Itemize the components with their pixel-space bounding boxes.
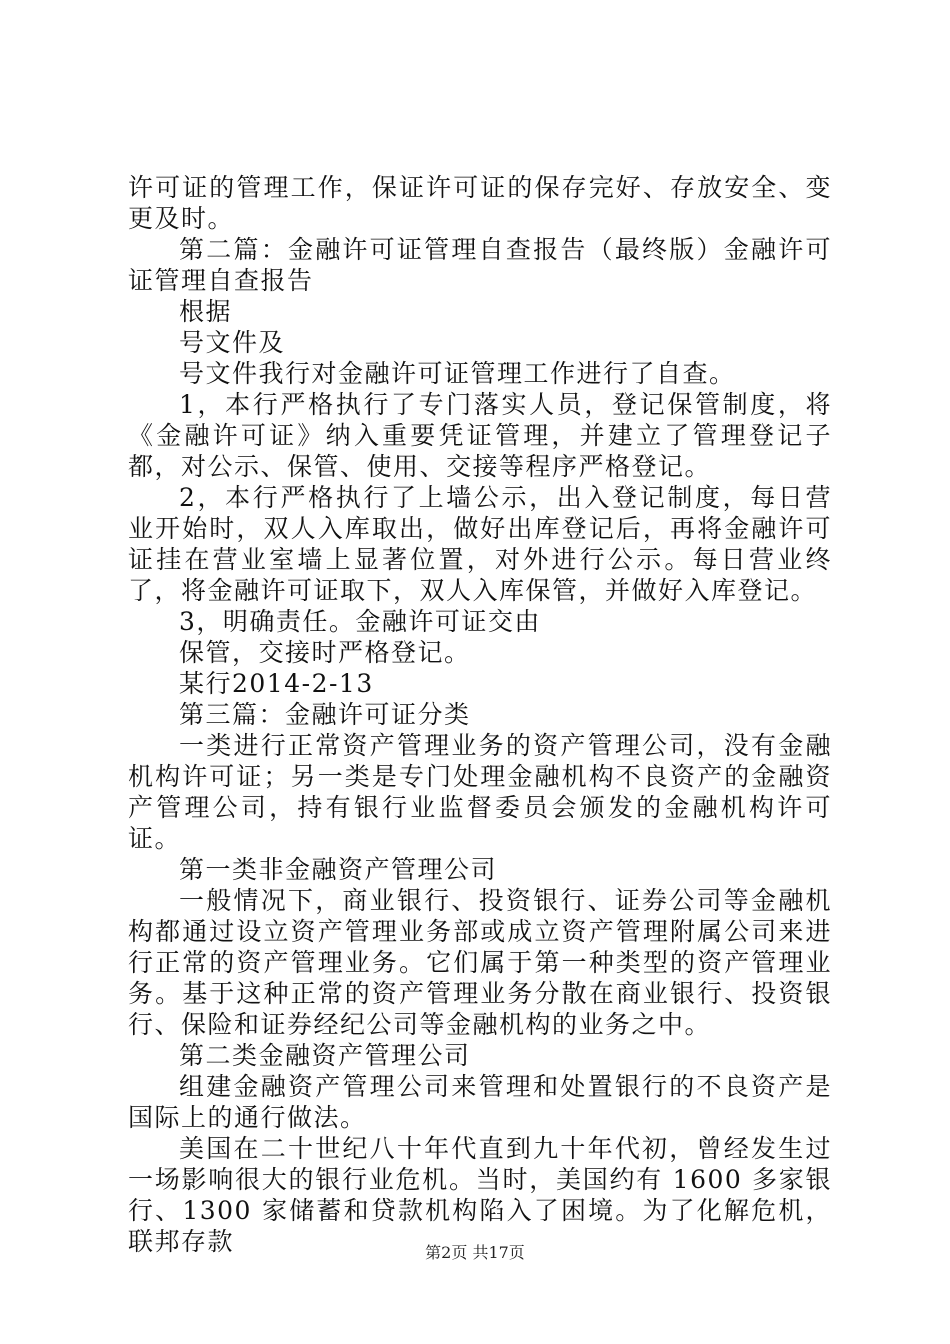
paragraph: 号文件我行对金融许可证管理工作进行了自查。 — [179, 359, 736, 388]
paragraph: 1，本行严格执行了专门落实人员，登记保管制度，将《金融许可证》纳入重要凭证管理，并建立了管理登记子都，对公示、保管、使用、交接等程序严格登记。 — [128, 390, 832, 481]
paragraph: 一类进行正常资产管理业务的资产管理公司，没有金融机构许可证；另一类是专门处理金融机构不良资产的金融资产管理公司，持有银行业监督委员会颁发的金融机构许可证。 — [128, 731, 832, 853]
paragraph: 第二篇：金融许可证管理自查报告（最终版）金融许可证管理自查报告 — [128, 235, 832, 295]
paragraph: 美国在二十世纪八十年代直到九十年代初，曾经发生过一场影响很大的银行业危机。当时，美国约有 1600 多家银行、1300 家储蓄和贷款机构陷入了困境。为了化解危机，联邦存款 — [128, 1134, 832, 1256]
subsection-heading: 第二类金融资产管理公司 — [179, 1041, 471, 1070]
paragraph: 某行2014-2-13 — [179, 669, 374, 698]
document-body — [128, 172, 832, 1257]
section-heading: 第三篇：金融许可证分类 — [179, 700, 471, 729]
paragraph: 许可证的管理工作，保证许可证的保存完好、存放安全、变更及时。 — [128, 173, 832, 233]
paragraph: 保管，交接时严格登记。 — [179, 638, 471, 667]
paragraph: 2，本行严格执行了上墙公示，出入登记制度，每日营业开始时，双人入库取出，做好出库登记后，再将金融许可证挂在营业室墙上显著位置，对外进行公示。每日营业终了，将金融许可证取下，双人入库保管，并做好入库登记。 — [128, 483, 832, 605]
paragraph: 3，明确责任。金融许可证交由 — [179, 607, 541, 636]
paragraph: 根据 — [179, 297, 233, 326]
page-number: 第2页 共17页 — [425, 1243, 525, 1262]
paragraph: 号文件及 — [179, 328, 286, 357]
paragraph: 组建金融资产管理公司来管理和处置银行的不良资产是国际上的通行做法。 — [128, 1072, 832, 1132]
paragraph: 一般情况下，商业银行、投资银行、证券公司等金融机构都通过设立资产管理业务部或成立资产管理附属公司来进行正常的资产管理业务。它们属于第一种类型的资产管理业务。基于这种正常的资产管理业务分散在商业银行、投资银行、保险和证券经纪公司等金融机构的业务之中。 — [128, 886, 832, 1039]
subsection-heading: 第一类非金融资产管理公司 — [179, 855, 498, 884]
